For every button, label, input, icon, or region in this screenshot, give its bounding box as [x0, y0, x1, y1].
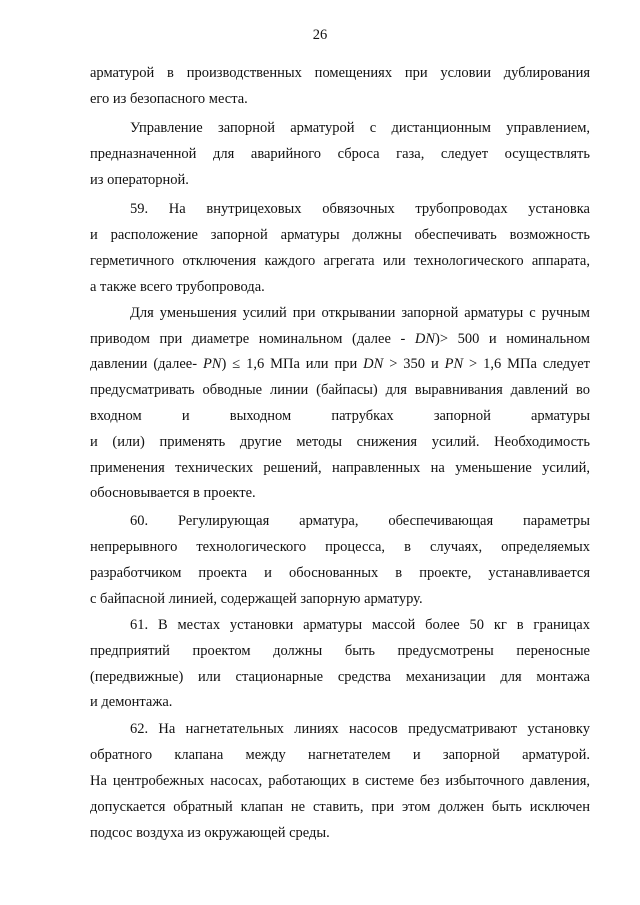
text-line: 61. В местах установки арматуры массой более 50 кг в границах: [130, 617, 590, 633]
text-line: и расположение запорной арматуры должны обеспечивать возможность: [90, 227, 590, 243]
text-line: предусматривать обводные линии (байпасы) для выравнивания давлений во: [90, 382, 590, 398]
text-line: и демонтажа.: [90, 694, 173, 710]
text-line: подсос воздуха из окружающей среды.: [90, 825, 330, 841]
page-number: 26: [312, 27, 328, 43]
text-line: и (или) применять другие методы снижения усилий. Необходимость: [90, 434, 590, 450]
text-line: применения технических решений, направленных на уменьшение усилий,: [90, 460, 590, 476]
text-line: Для уменьшения усилий при открывании запорной арматуры с ручным: [130, 305, 590, 321]
text-line: 62. На нагнетательных линиях насосов предусматривают установку: [130, 721, 590, 737]
text-line: разработчиком проекта и обоснованных в проекте, устанавливается: [90, 565, 590, 581]
text-line: предназначенной для аварийного сброса газа, следует осуществлять: [90, 146, 590, 162]
text-line: приводом при диаметре номинальном (далее - DN)> 500 и номинальном: [90, 331, 590, 347]
text-line: На центробежных насосах, работающих в системе без избыточного давления,: [90, 773, 590, 789]
text-line: обратного клапана между нагнетателем и запорной арматурой.: [90, 747, 590, 763]
text-line: его из безопасного места.: [90, 91, 248, 107]
text-line: входном и выходном патрубках запорной арматуры: [90, 408, 590, 424]
text-line: из операторной.: [90, 172, 189, 188]
text-line: давлении (далее- PN) ≤ 1,6 МПа или при DN > 350 и PN > 1,6 МПа следует: [90, 356, 590, 372]
text-line: Управление запорной арматурой с дистанционным управлением,: [130, 120, 590, 136]
text-line: обосновывается в проекте.: [90, 485, 256, 501]
text-line: 59. На внутрицеховых обвязочных трубопроводах установка: [130, 201, 590, 217]
text-line: арматурой в производственных помещениях при условии дублирования: [90, 65, 590, 81]
text-line: непрерывного технологического процесса, в случаях, определяемых: [90, 539, 590, 555]
text-line: предприятий проектом должны быть предусмотрены переносные: [90, 643, 590, 659]
text-line: 60. Регулирующая арматура, обеспечивающая параметры: [130, 513, 590, 529]
text-line: а также всего трубопровода.: [90, 279, 265, 295]
text-line: герметичного отключения каждого агрегата или технологического аппарата,: [90, 253, 590, 269]
text-line: с байпасной линией, содержащей запорную арматуру.: [90, 591, 423, 607]
text-line: (передвижные) или стационарные средства механизации для монтажа: [90, 669, 590, 685]
text-line: допускается обратный клапан не ставить, при этом должен быть исключен: [90, 799, 590, 815]
